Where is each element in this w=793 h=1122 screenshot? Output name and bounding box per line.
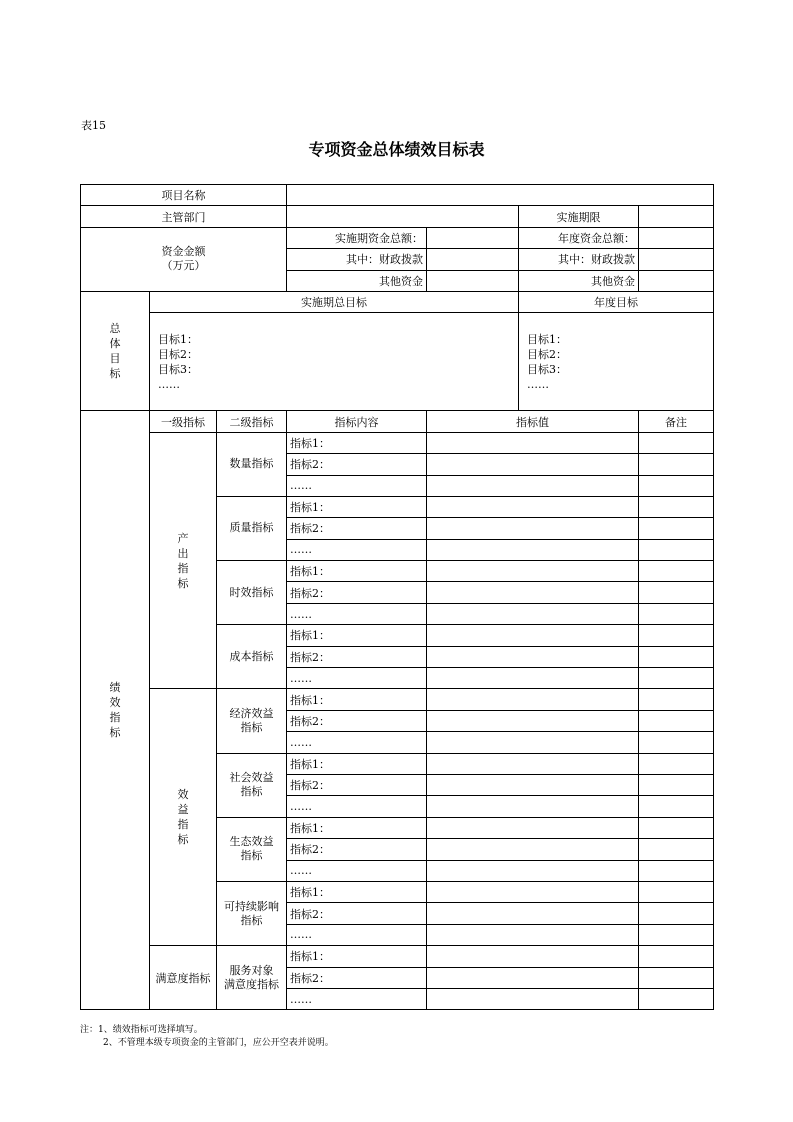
period-other-value[interactable] xyxy=(427,270,519,291)
indicator-note-cell[interactable] xyxy=(639,496,714,517)
indicator-note-cell[interactable] xyxy=(639,432,714,453)
indicator-value-cell[interactable] xyxy=(427,710,639,731)
indicator-content-cell[interactable]: 指标2： xyxy=(287,582,427,603)
indicator-note-cell[interactable] xyxy=(639,924,714,945)
indicator-note-cell[interactable] xyxy=(639,988,714,1009)
sub-indicator-label: 质量指标 xyxy=(217,496,287,560)
indicator-value-cell[interactable] xyxy=(427,561,639,582)
annual-fiscal-label: 其中：财政拨款 xyxy=(519,249,639,270)
indicator-content-cell[interactable]: 指标2： xyxy=(287,774,427,795)
indicator-value-cell[interactable] xyxy=(427,582,639,603)
period-total-value[interactable] xyxy=(427,227,519,248)
indicator-value-cell[interactable] xyxy=(427,668,639,689)
indicator-content-cell[interactable]: …… xyxy=(287,539,427,560)
indicator-content-cell[interactable]: …… xyxy=(287,924,427,945)
overall-goal-section: 总 体 目 标 xyxy=(81,291,150,410)
indicator-content-cell[interactable]: …… xyxy=(287,860,427,881)
indicator-value-cell[interactable] xyxy=(427,475,639,496)
indicator-note-cell[interactable] xyxy=(639,753,714,774)
indicator-value-cell[interactable] xyxy=(427,946,639,967)
sub-indicator-label: 时效指标 xyxy=(217,561,287,625)
indicator-note-cell[interactable] xyxy=(639,774,714,795)
indicator-content-cell[interactable]: …… xyxy=(287,603,427,624)
indicator-content-cell[interactable]: 指标2： xyxy=(287,518,427,539)
project-name-value[interactable] xyxy=(287,185,714,206)
annual-goals[interactable]: 目标1： 目标2： 目标3： …… xyxy=(519,313,714,411)
col-note-header: 备注 xyxy=(639,411,714,432)
indicator-content-cell[interactable]: 指标2： xyxy=(287,967,427,988)
indicator-value-cell[interactable] xyxy=(427,625,639,646)
indicator-content-cell[interactable]: 指标1： xyxy=(287,561,427,582)
indicator-content-cell[interactable]: 指标2： xyxy=(287,710,427,731)
col-content-header: 指标内容 xyxy=(287,411,427,432)
period-other-label: 其他资金 xyxy=(287,270,427,291)
indicator-note-cell[interactable] xyxy=(639,668,714,689)
performance-section: 绩 效 指 标 xyxy=(81,411,150,1010)
indicator-content-cell[interactable]: 指标2： xyxy=(287,903,427,924)
indicator-content-cell[interactable]: …… xyxy=(287,988,427,1009)
indicator-note-cell[interactable] xyxy=(639,518,714,539)
performance-target-table xyxy=(80,184,714,1010)
annual-other-value[interactable] xyxy=(639,270,714,291)
indicator-value-cell[interactable] xyxy=(427,454,639,475)
col-value-header: 指标值 xyxy=(427,411,639,432)
indicator-note-cell[interactable] xyxy=(639,454,714,475)
sub-indicator-label: 社会效益 指标 xyxy=(217,753,287,817)
sub-indicator-label: 经济效益 指标 xyxy=(217,689,287,753)
indicator-value-cell[interactable] xyxy=(427,689,639,710)
indicator-value-cell[interactable] xyxy=(427,924,639,945)
period-goal-header: 实施期总目标 xyxy=(150,291,519,312)
sub-indicator-label: 成本指标 xyxy=(217,625,287,689)
indicator-content-cell[interactable]: 指标1： xyxy=(287,753,427,774)
indicator-content-cell[interactable]: …… xyxy=(287,668,427,689)
annual-total-value[interactable] xyxy=(639,227,714,248)
indicator-value-cell[interactable] xyxy=(427,732,639,753)
indicator-note-cell[interactable] xyxy=(639,539,714,560)
footnotes xyxy=(80,1024,334,1050)
indicator-note-cell[interactable] xyxy=(639,689,714,710)
indicator-content-cell[interactable]: …… xyxy=(287,796,427,817)
indicator-value-cell[interactable] xyxy=(427,539,639,560)
indicator-note-cell[interactable] xyxy=(639,946,714,967)
indicator-value-cell[interactable] xyxy=(427,817,639,838)
period-total-label: 实施期资金总额： xyxy=(287,227,427,248)
indicator-value-cell[interactable] xyxy=(427,903,639,924)
satisfaction-indicator-label: 满意度指标 xyxy=(150,946,217,1010)
indicator-value-cell[interactable] xyxy=(427,967,639,988)
period-label: 实施期限 xyxy=(519,206,639,227)
indicator-note-cell[interactable] xyxy=(639,582,714,603)
indicator-content-cell[interactable]: 指标1： xyxy=(287,817,427,838)
footnote-1: 注：1、绩效指标可选择填写。 xyxy=(80,1025,203,1035)
indicator-value-cell[interactable] xyxy=(427,774,639,795)
department-label: 主管部门 xyxy=(81,206,287,227)
indicator-note-cell[interactable] xyxy=(639,603,714,624)
indicator-value-cell[interactable] xyxy=(427,753,639,774)
indicator-content-cell[interactable]: 指标2： xyxy=(287,839,427,860)
table-number: 表15 xyxy=(81,119,106,132)
indicator-content-cell[interactable]: 指标1： xyxy=(287,625,427,646)
indicator-content-cell[interactable]: 指标2： xyxy=(287,646,427,667)
indicator-value-cell[interactable] xyxy=(427,860,639,881)
indicator-note-cell[interactable] xyxy=(639,839,714,860)
indicator-note-cell[interactable] xyxy=(639,561,714,582)
indicator-value-cell[interactable] xyxy=(427,603,639,624)
funding-label: 资金金额 （万元） xyxy=(81,227,287,291)
project-name-label: 项目名称 xyxy=(81,185,287,206)
indicator-value-cell[interactable] xyxy=(427,432,639,453)
indicator-content-cell[interactable]: 指标2： xyxy=(287,454,427,475)
annual-other-label: 其他资金 xyxy=(519,270,639,291)
footnote-2: 2、不管理本级专项资金的主管部门，应公开空表并说明。 xyxy=(103,1038,334,1048)
indicator-content-cell[interactable]: 指标1： xyxy=(287,689,427,710)
col-level1-header: 一级指标 xyxy=(150,411,217,432)
benefit-indicator-label: 效 益 指 标 xyxy=(150,689,217,946)
indicator-value-cell[interactable] xyxy=(427,496,639,517)
indicator-content-cell[interactable]: …… xyxy=(287,475,427,496)
indicator-content-cell[interactable]: 指标1： xyxy=(287,496,427,517)
indicator-note-cell[interactable] xyxy=(639,732,714,753)
indicator-note-cell[interactable] xyxy=(639,881,714,902)
annual-goal-header: 年度目标 xyxy=(519,291,714,312)
indicator-note-cell[interactable] xyxy=(639,796,714,817)
indicator-note-cell[interactable] xyxy=(639,625,714,646)
indicator-row xyxy=(81,946,714,967)
indicator-value-cell[interactable] xyxy=(427,839,639,860)
period-value[interactable] xyxy=(639,206,714,227)
indicator-note-cell[interactable] xyxy=(639,710,714,731)
sub-indicator-label: 服务对象 满意度指标 xyxy=(217,946,287,1010)
output-indicator-label: 产 出 指 标 xyxy=(150,432,217,689)
annual-fiscal-value[interactable] xyxy=(639,249,714,270)
department-value[interactable] xyxy=(287,206,519,227)
page-title: 专项资金总体绩效目标表 xyxy=(308,140,485,159)
indicator-value-cell[interactable] xyxy=(427,518,639,539)
indicator-note-cell[interactable] xyxy=(639,817,714,838)
period-goals[interactable]: 目标1： 目标2： 目标3： …… xyxy=(150,313,519,411)
period-fiscal-label: 其中：财政拨款 xyxy=(287,249,427,270)
indicator-value-cell[interactable] xyxy=(427,796,639,817)
indicator-content-cell[interactable]: …… xyxy=(287,732,427,753)
indicator-value-cell[interactable] xyxy=(427,646,639,667)
indicator-row xyxy=(81,689,714,710)
sub-indicator-label: 数量指标 xyxy=(217,432,287,496)
indicator-note-cell[interactable] xyxy=(639,903,714,924)
indicator-content-cell[interactable]: 指标1： xyxy=(287,432,427,453)
indicator-value-cell[interactable] xyxy=(427,881,639,902)
indicator-row xyxy=(81,432,714,453)
indicator-value-cell[interactable] xyxy=(427,988,639,1009)
indicator-note-cell[interactable] xyxy=(639,475,714,496)
indicator-note-cell[interactable] xyxy=(639,967,714,988)
indicator-note-cell[interactable] xyxy=(639,646,714,667)
indicator-note-cell[interactable] xyxy=(639,860,714,881)
sub-indicator-label: 可持续影响 指标 xyxy=(217,881,287,945)
indicator-content-cell[interactable]: 指标1： xyxy=(287,881,427,902)
annual-total-label: 年度资金总额： xyxy=(519,227,639,248)
indicator-content-cell[interactable]: 指标1： xyxy=(287,946,427,967)
period-fiscal-value[interactable] xyxy=(427,249,519,270)
sub-indicator-label: 生态效益 指标 xyxy=(217,817,287,881)
col-level2-header: 二级指标 xyxy=(217,411,287,432)
